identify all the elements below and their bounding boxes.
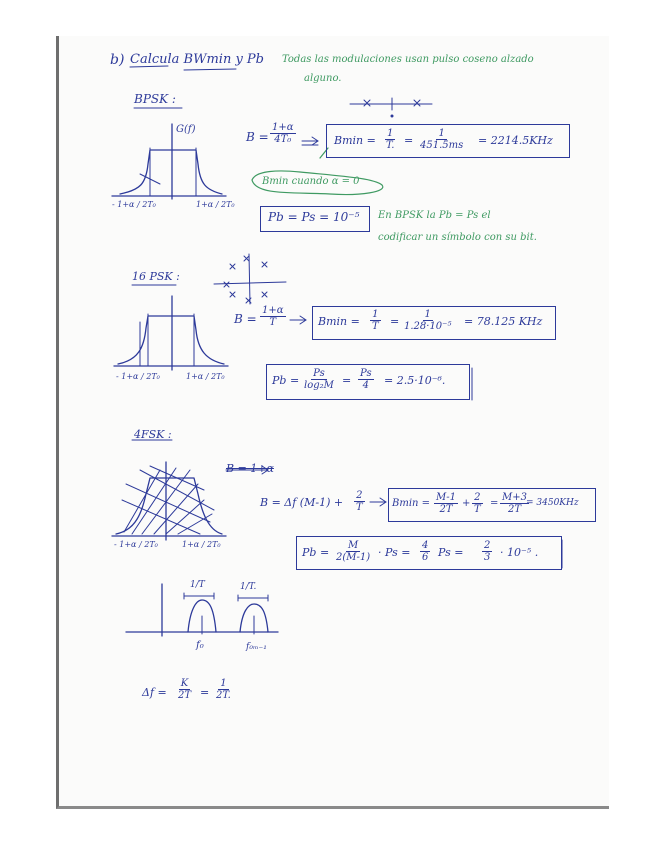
- bpsk-left-tick: - 1+α / 2T₀: [112, 200, 156, 209]
- delta-f-f2-den: 2T.: [216, 690, 231, 701]
- delta-f-lhs: Δf =: [142, 686, 167, 699]
- psk16-pb-eq: =: [342, 374, 352, 387]
- fsk4-right-tick: 1+α / 2T₀: [182, 540, 221, 549]
- bpsk-axis-label: G(f): [176, 124, 196, 135]
- psk16-bmin-f2-num: 1: [424, 309, 431, 320]
- fsk4-pb-f1-num: M: [347, 540, 359, 551]
- bpsk-bmin-result: = 2214.5KHz: [478, 134, 553, 147]
- spectrum-span-2: 1/T.: [240, 582, 257, 592]
- fsk4-pb-f2-num: 4: [422, 540, 429, 551]
- fsk4-pb-mid2: Ps =: [438, 546, 464, 559]
- fsk4-bmin-f3-num: M+3: [502, 492, 527, 503]
- fsk4-bmin-frac-1: [434, 492, 458, 515]
- fsk4-bmin-f2-den: T: [474, 504, 481, 515]
- psk16-pb-frac-1: [302, 368, 336, 391]
- psk16-bmin-frac-2: [402, 309, 453, 332]
- psk16-bmin-frac-1: [370, 309, 381, 332]
- delta-f-frac-1: [176, 678, 193, 701]
- fsk4-bmin-result: = 3450KHz: [526, 498, 579, 508]
- delta-f-f1-num: K: [180, 678, 189, 689]
- fsk4-pb-f3-num: 2: [484, 540, 491, 551]
- bpsk-bmin-f1-num: 1: [387, 128, 394, 139]
- psk16-left-tick: - 1+α / 2T₀: [116, 372, 160, 381]
- bpsk-bmin-f2-num: 1: [438, 128, 445, 139]
- psk16-bmin-f1-num: 1: [372, 309, 379, 320]
- part-label: b): [110, 52, 125, 68]
- fsk4-bmin-f3-den: 2T: [507, 504, 522, 515]
- fsk4-bmin-f2-num: 2: [474, 492, 481, 503]
- psk16-constellation: [214, 254, 286, 304]
- fsk4-eq-b-frac: [354, 490, 365, 513]
- bpsk-green-expl-1: En BPSK la Pb = Ps el: [378, 210, 491, 221]
- fsk4-bmin-frac-3: [500, 492, 529, 515]
- bpsk-green-note: Bmin cuando α = 0: [262, 176, 360, 187]
- fsk4-pb-f1-den: 2(M-1): [336, 552, 371, 563]
- fsk4-pb-frac-2: [420, 540, 430, 563]
- fsk4-pb-lhs: Pb =: [302, 546, 330, 559]
- psk16-pb-frac-2: [358, 368, 374, 391]
- task-title: Calcula BWmin y Pb: [130, 52, 264, 67]
- bpsk-right-tick: 1+α / 2T₀: [196, 200, 235, 209]
- bpsk-bmin-f2-den: 451.5ms: [420, 140, 464, 151]
- bpsk-green-expl-2: codificar un símbolo con su bit.: [378, 232, 537, 243]
- header-note-1: Todas las modulaciones usan pulso coseno alzado: [282, 54, 534, 65]
- bpsk-bmin-frac-2: [418, 128, 465, 151]
- psk16-label: 16 PSK :: [132, 270, 180, 283]
- fsk4-bmin-frac-2: [472, 492, 483, 515]
- psk16-pb-result: = 2.5·10⁻⁶.: [384, 374, 446, 387]
- bpsk-eq-b-frac: [270, 122, 296, 145]
- psk16-pb-f2-num: Ps: [360, 368, 372, 379]
- bpsk-pb-eq: Pb = Ps = 10⁻⁵: [268, 210, 360, 224]
- psk16-right-tick: 1+α / 2T₀: [186, 372, 225, 381]
- bpsk-eq-b-lhs: B =: [246, 130, 269, 144]
- psk16-pb-f1-den: log₂M: [304, 380, 334, 391]
- psk16-pb-lhs: Pb =: [272, 374, 300, 387]
- psk16-bmin-result: = 78.125 KHz: [464, 315, 543, 328]
- delta-f-f2-num: 1: [220, 678, 227, 689]
- bpsk-bmin-eq: =: [404, 134, 414, 147]
- fsk4-label: 4FSK :: [134, 428, 172, 441]
- spectrum-span-1: 1/T: [190, 580, 205, 590]
- fsk4-pb-frac-3: [482, 540, 492, 563]
- bpsk-bmin-f1-den: T.: [386, 140, 395, 151]
- psk16-eq-b-den: T: [269, 317, 277, 328]
- fsk4-eq-b-frac-den: T: [356, 502, 363, 513]
- fsk4-pb-f2-den: 6: [422, 552, 429, 563]
- psk16-spectrum: [114, 296, 228, 370]
- psk16-eq-b-num: 1+α: [262, 305, 284, 316]
- psk16-bmin-f2-den: 1.28·10⁻⁵: [404, 321, 452, 332]
- bpsk-eq-b-num: 1+α: [272, 122, 294, 133]
- fsk4-pb-mid: · Ps =: [378, 546, 411, 559]
- bpsk-eq-b-den: 4T₀: [274, 134, 292, 145]
- spectrum-fm: f₀ₘ₋₁: [246, 642, 267, 652]
- fsk4-strike: B = 1+α: [226, 462, 274, 475]
- fsk4-eq-b: B = Δf (M-1) +: [260, 496, 344, 509]
- psk16-pb-f2-den: 4: [362, 380, 369, 391]
- fsk4-bmin-lhs: Bmin =: [392, 498, 431, 509]
- fsk4-pb-frac-1: [334, 540, 372, 563]
- fsk4-pb-f3-den: 3: [484, 552, 491, 563]
- psk16-bmin-f1-den: T: [372, 321, 379, 332]
- psk16-bmin-lhs: Bmin =: [318, 315, 360, 328]
- spectrum-f0: f₀: [196, 640, 204, 651]
- fsk4-spectrum: [112, 462, 226, 540]
- fsk4-pb-tail: · 10⁻⁵ .: [500, 546, 539, 559]
- bpsk-bmin-lhs: Bmin =: [334, 134, 376, 147]
- fsk4-bmin-f1-den: 2T: [439, 504, 453, 515]
- delta-f-f1-den: 2T: [178, 690, 192, 701]
- bpsk-label: BPSK :: [134, 92, 176, 106]
- psk16-bmin-eq: =: [390, 315, 400, 328]
- psk16-pb-f1-num: Ps: [313, 368, 325, 379]
- header-note-2: alguno.: [304, 73, 342, 84]
- fsk4-bmin-plus: +: [462, 498, 471, 509]
- psk16-eq-b-frac: [260, 305, 286, 328]
- fsk4-left-tick: - 1+α / 2T₀: [114, 540, 158, 549]
- bpsk-bmin-frac-1: [384, 128, 396, 151]
- delta-f-eq: =: [200, 686, 210, 699]
- fsk4-bmin-eq: =: [490, 498, 499, 509]
- fsk4-eq-b-frac-num: 2: [356, 490, 363, 501]
- bpsk-constellation: [350, 98, 432, 118]
- psk16-eq-b-lhs: B =: [234, 312, 257, 326]
- delta-f-frac-2: [214, 678, 233, 701]
- fsk4-bmin-f1-num: M-1: [436, 492, 456, 503]
- bpsk-spectrum: [112, 124, 226, 199]
